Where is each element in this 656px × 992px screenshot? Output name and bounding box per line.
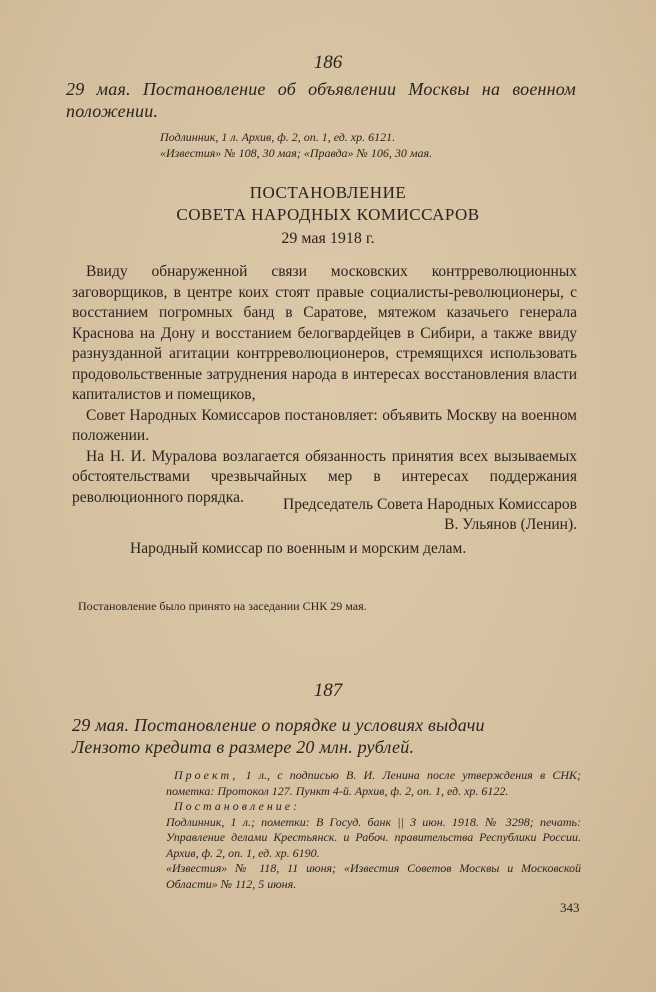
document-title-187-line2: Лензото кредита в размере 20 млн. рублей. bbox=[72, 737, 415, 757]
source-block-187 bbox=[166, 768, 581, 892]
document-title-187-line1: 29 мая. Постановление о порядке и условиях выдачи bbox=[72, 715, 485, 735]
source-line-1: Подлинник, 1 л. Архив, ф. 2, оп. 1, ед. хр. 6121. bbox=[160, 130, 396, 144]
decree-heading-council: СОВЕТА НАРОДНЫХ КОМИССАРОВ bbox=[176, 205, 480, 224]
document-title-186: 29 мая. Постановление об объявлении Москвы на военном положении. bbox=[66, 79, 576, 121]
footnote: Постановление было принято на заседании СНК 29 мая. bbox=[78, 599, 367, 613]
document-number-186: 186 bbox=[313, 52, 343, 73]
paragraph: На Н. И. Муралова возлагается обязанность принятия всех вызываемых обстоятельствами чрезвычайных мер в интересах поддержания революционного порядка. bbox=[72, 447, 577, 506]
decree-heading: ПОСТАНОВЛЕНИЕ bbox=[249, 183, 407, 202]
source-line-2: «Известия» № 108, 30 мая; «Правда» № 106, 30 мая. bbox=[160, 146, 433, 160]
source-draft: Проект, 1 л., с подписью В. И. Ленина после утверждения в СНК; пометка: Протокол 127. Пункт 4-й. Архив, ф. 2, оп. 1, ед. хр. 6122. bbox=[166, 768, 581, 798]
paragraph: Ввиду обнаруженной связи московских контрреволюционных заговорщиков, в центре коих стоят правые социалисты-революционеры, с восстанием погромных банд в Саратове, мятежом казачьего генерала Краснова на Дону и восстанием белогвардейцев в Сибири, а также ввиду разнузданной агитации контрреволюционеров, стремящихся использовать продовольственные затруднения народа в интересах восстановления власти капиталистов и помещиков, bbox=[72, 263, 577, 403]
page-number: 343 bbox=[560, 900, 580, 915]
signature-chairman: Председатель Совета Народных Комиссаров bbox=[283, 496, 577, 513]
decree-date: 29 мая 1918 г. bbox=[281, 230, 375, 247]
source-publications: «Известия» № 118, 11 июня; «Известия Советов Москвы и Московской Области» № 112, 5 июня. bbox=[166, 861, 581, 891]
source-original: Подлинник, 1 л.; пометки: В Госуд. банк || 3 июн. 1918. № 3298; печать: Управление делами Крестьянск. и Рабоч. правительства Республики России. Архив, ф. 2, оп. 1, ед. хр. 6190. bbox=[166, 814, 581, 860]
document-number-187: 187 bbox=[313, 680, 343, 701]
decree-body bbox=[72, 262, 577, 508]
signature-lenin: В. Ульянов (Ленин). bbox=[444, 516, 577, 533]
paragraph: Совет Народных Комиссаров постановляет: объявить Москву на военном положении. bbox=[72, 406, 577, 444]
signature-commissar: Народный комиссар по военным и морским делам. bbox=[130, 540, 467, 557]
source-decree-label: Постановление: bbox=[174, 799, 301, 813]
